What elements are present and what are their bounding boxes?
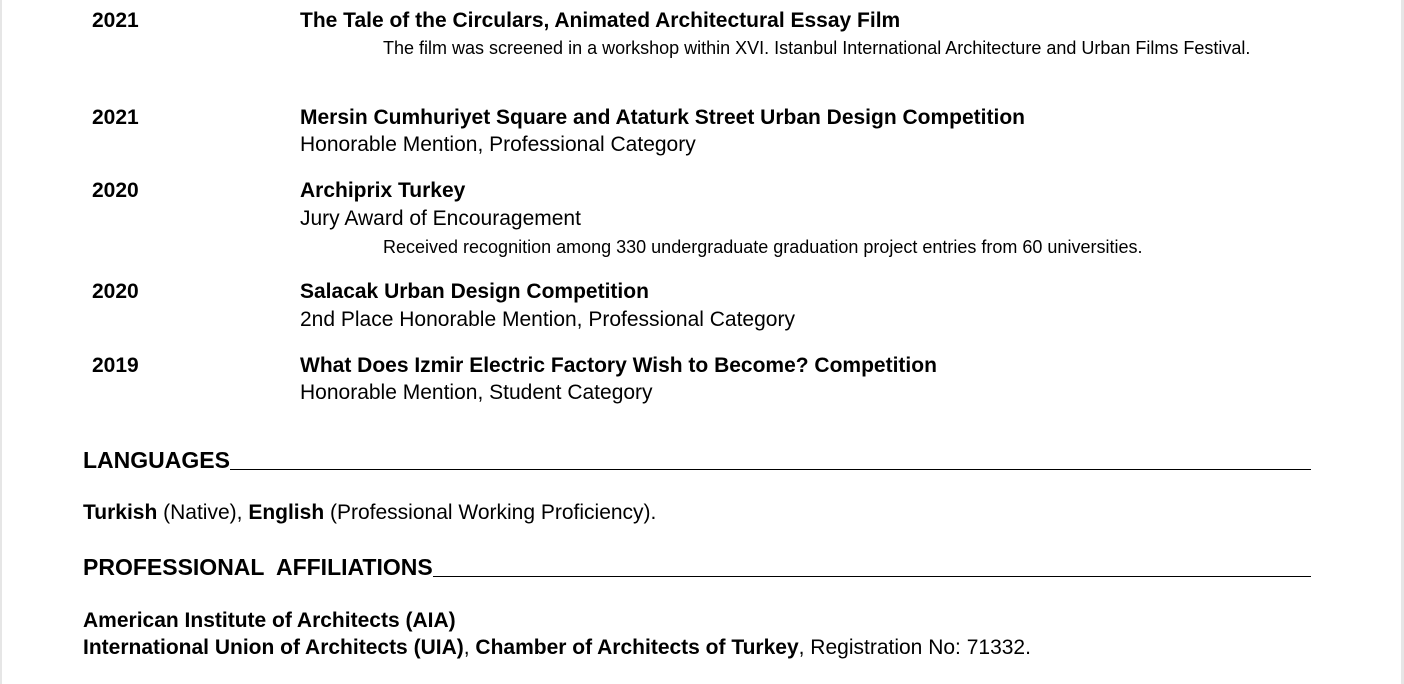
award-subtitle: Honorable Mention, Student Category bbox=[300, 381, 653, 404]
page-left-edge bbox=[0, 0, 2, 684]
award-year: 2019 bbox=[92, 354, 139, 377]
affiliation-line bbox=[83, 607, 456, 635]
award-subtitle: 2nd Place Honorable Mention, Professional Category bbox=[300, 308, 795, 331]
award-year: 2021 bbox=[92, 106, 139, 129]
award-subtitle: Honorable Mention, Professional Category bbox=[300, 133, 696, 156]
award-title: The Tale of the Circulars, Animated Architectural Essay Film bbox=[300, 9, 901, 32]
language-turkish-level: (Native), bbox=[157, 501, 249, 524]
award-title: Archiprix Turkey bbox=[300, 179, 466, 202]
affiliation-aia: American Institute of Architects (AIA) bbox=[83, 609, 456, 632]
award-subtitle: Jury Award of Encouragement bbox=[300, 207, 581, 230]
language-english: English bbox=[248, 501, 325, 524]
award-description: The film was screened in a workshop within XVI. Istanbul International Architecture and Urban Films Festival. bbox=[383, 38, 1251, 58]
award-year: 2021 bbox=[92, 9, 139, 32]
affiliation-uia: International Union of Architects (UIA) bbox=[83, 636, 464, 659]
affiliation-line bbox=[83, 634, 1031, 662]
award-year: 2020 bbox=[92, 179, 139, 202]
affiliations-heading bbox=[83, 551, 1311, 581]
language-turkish: Turkish bbox=[83, 501, 158, 524]
award-title: What Does Izmir Electric Factory Wish to Become? Competition bbox=[300, 354, 937, 377]
award-description: Received recognition among 330 undergraduate graduation project entries from 60 universities. bbox=[383, 237, 1143, 257]
languages-heading bbox=[83, 444, 1311, 474]
affiliation-registration: , Registration No: 71332. bbox=[798, 636, 1031, 659]
award-title: Salacak Urban Design Competition bbox=[300, 280, 649, 303]
award-year: 2020 bbox=[92, 280, 139, 303]
heading-rule bbox=[433, 575, 1311, 577]
heading-rule bbox=[230, 468, 1311, 470]
languages-heading-text: LANGUAGES bbox=[83, 447, 230, 473]
award-title: Mersin Cumhuriyet Square and Ataturk Street Urban Design Competition bbox=[300, 106, 1025, 129]
language-english-level: (Professional Working Proficiency). bbox=[324, 501, 657, 524]
affiliation-chamber: Chamber of Architects of Turkey bbox=[475, 636, 799, 659]
affiliations-heading-text: PROFESSIONAL AFFILIATIONS bbox=[83, 554, 433, 580]
languages-line bbox=[83, 499, 656, 527]
affiliation-separator: , bbox=[463, 636, 476, 659]
